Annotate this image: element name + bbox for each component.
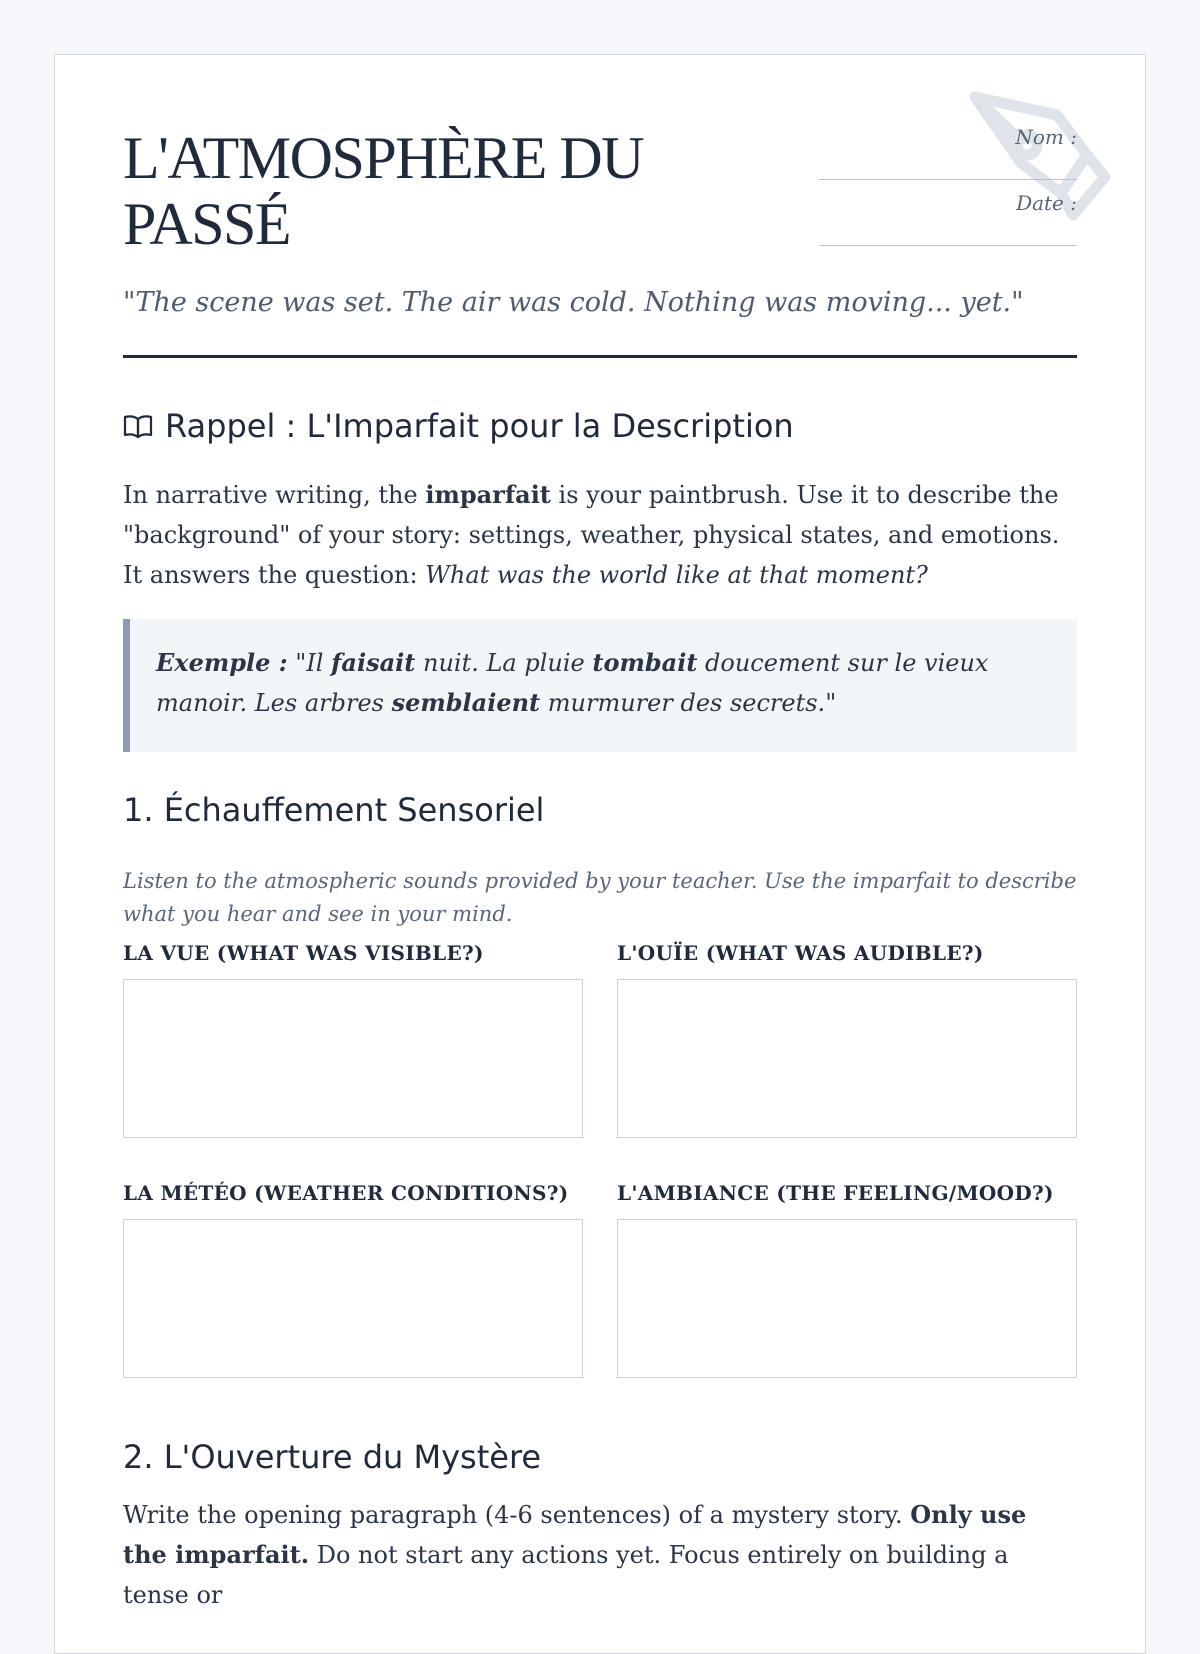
date-label: Date :: [1016, 191, 1077, 215]
sense-box-label: LA MÉTÉO (WEATHER CONDITIONS?): [123, 1181, 569, 1205]
weather-answer-field[interactable]: [123, 1219, 583, 1378]
page-title: L'ATMOSPHÈRE DU PASSÉ: [123, 125, 644, 257]
section-2-emphasis: Only use the imparfait.: [123, 1500, 1027, 1569]
name-row: [819, 125, 1077, 191]
book-open-icon: [123, 414, 153, 440]
example-text-1: "Il: [287, 649, 332, 677]
sight-answer-field[interactable]: [123, 979, 583, 1138]
reminder-question: What was the world like at that moment?: [425, 561, 928, 589]
example-text-4: murmurer des secrets.": [540, 689, 837, 717]
worksheet-page: [54, 54, 1146, 1654]
intro-quote: "The scene was set. The air was cold. Nothing was moving... yet.": [123, 287, 1024, 318]
reminder-heading: [123, 407, 794, 445]
example-label: Exemple :: [156, 648, 288, 677]
section-2-text-2: Do not start any actions yet. Focus entirely on building a tense or: [123, 1541, 1009, 1609]
section-1-heading: 1. Échauffement Sensoriel: [123, 791, 545, 829]
sense-box-weather: [123, 1181, 583, 1378]
section-2-instructions: [123, 1495, 1077, 1615]
section-2-text-1: Write the opening paragraph (4-6 sentences) of a mystery story.: [123, 1501, 911, 1529]
sense-box-mood: [617, 1181, 1077, 1378]
name-label: Nom :: [1015, 125, 1077, 149]
name-field[interactable]: [819, 179, 1077, 180]
example-text-2: nuit. La pluie: [415, 649, 593, 677]
header-divider: [123, 355, 1077, 358]
reminder-text-2: is your paintbrush. Use it to describe the "background" of your story: settings, weather, physical states, and emotions. It answers the question:: [123, 481, 1060, 589]
mood-answer-field[interactable]: [617, 1219, 1077, 1378]
date-row: [819, 191, 1077, 257]
reminder-text-1: In narrative writing, the: [123, 481, 426, 509]
example-verb-3: semblaient: [391, 688, 541, 717]
reminder-paragraph: [123, 475, 1077, 595]
example-callout: [123, 619, 1077, 752]
date-field[interactable]: [819, 245, 1077, 246]
sense-box-sight: [123, 941, 583, 1138]
section-1-instructions: Listen to the atmospheric sounds provided by your teacher. Use the imparfait to describe what you hear and see in your mind.: [123, 869, 1077, 926]
hearing-answer-field[interactable]: [617, 979, 1077, 1138]
example-verb-2: tombait: [592, 648, 698, 677]
sense-box-label: LA VUE (WHAT WAS VISIBLE?): [123, 941, 484, 965]
reminder-heading-text: Rappel : L'Imparfait pour la Description: [165, 407, 794, 445]
sense-box-label: L'OUÏE (WHAT WAS AUDIBLE?): [617, 941, 984, 965]
student-info: [819, 125, 1077, 257]
reminder-keyword: imparfait: [425, 480, 551, 509]
example-text-3: doucement sur le vieux manoir. Les arbres: [156, 649, 989, 717]
sense-box-hearing: [617, 941, 1077, 1138]
example-verb-1: faisait: [331, 648, 416, 677]
section-2-heading: 2. L'Ouverture du Mystère: [123, 1438, 542, 1476]
sense-box-label: L'AMBIANCE (THE FEELING/MOOD?): [617, 1181, 1054, 1205]
